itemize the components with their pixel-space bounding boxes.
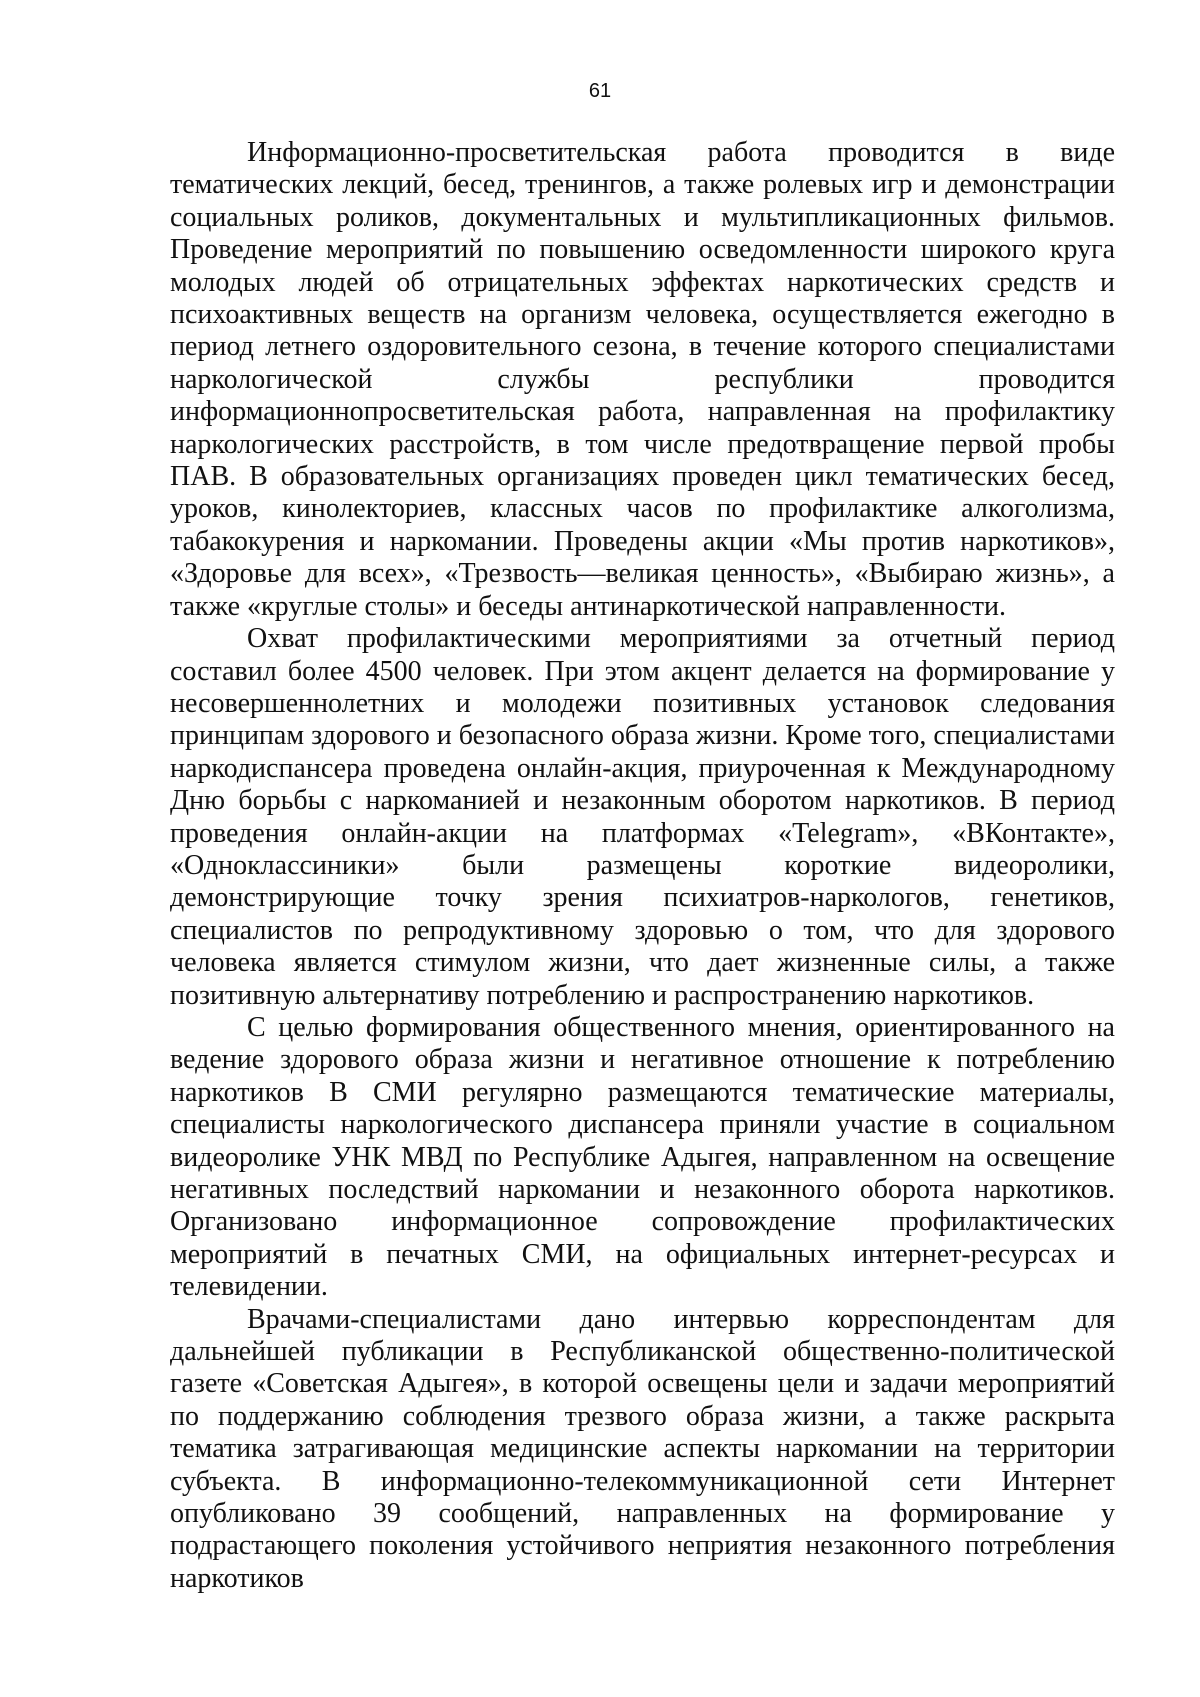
paragraph-media-campaign: С целью формирования общественного мнения, ориентированного на ведение здорового образа жизни и негативное отношение к потреблению наркотиков В СМИ регулярно размещаются тематические материалы, специалисты наркологического диспансера приняли участие в социальном видеоролике УНК МВД по Республике Адыгея, направленном на освещение негативных последствий наркомании и незаконного оборота наркотиков. Организовано информационное сопровождение профилактических мероприятий в печатных СМИ, на официальных интернет-ресурсах и телевидении. [170, 1011, 1115, 1303]
page-number: 61 [588, 80, 612, 102]
paragraph-press-interview: Врачами-специалистами дано интервью корреспондентам для дальнейшей публикации в Республиканской общественно-политической газете «Советская Адыгея», в которой освещены цели и задачи мероприятий по поддержанию соблюдения трезвого образа жизни, а также раскрыта тематика затрагивающая медицинские аспекты наркомании на территории субъекта. В информационно-телекоммуникационной сети Интернет опубликовано 39 сообщений, направленных на формирование у подрастающего поколения устойчивого неприятия незаконного потребления наркотиков [170, 1303, 1115, 1594]
paragraph-awareness-work: Информационно-просветительская работа проводится в виде тематических лекций, бесед, тренингов, а также ролевых игр и демонстрации социальных роликов, документальных и мультипликационных фильмов. Проведение мероприятий по повышению осведомленности широкого круга молодых людей об отрицательных эффектах наркотических средств и психоактивных веществ на организм человека, осуществляется ежегодно в период летнего оздоровительного сезона, в течение которого специалистами наркологической службы республики проводится информационнопросветительская работа, направленная на профилактику наркологических расстройств, в том числе предотвращение первой пробы ПАВ. В образовательных организациях проведен цикл тематических бесед, уроков, кинолекториев, классных часов по профилактике алкоголизма, табакокурения и наркомании. Проведены акции «Мы против наркотиков», «Здоровье для всех», «Трезвость—великая ценность», «Выбираю жизнь», а также «круглые столы» и беседы антинаркотической направленности. [170, 137, 1115, 622]
document-body [170, 137, 1115, 1595]
paragraph-outreach-coverage: Охват профилактическими мероприятиями за отчетный период составил более 4500 человек. При этом акцент делается на формирование у несовершеннолетних и молодежи позитивных установок следования принципам здорового и безопасного образа жизни. Кроме того, специалистами наркодиспансера проведена онлайн-акция, приуроченная к Международному Дню борьбы с наркоманией и незаконным оборотом наркотиков. В период проведения онлайн-акции на платформах «Telegram», «ВКонтакте», «Одноклассиники» были размещены короткие видеоролики, демонстрирующие точку зрения психиатров-наркологов, генетиков, специалистов по репродуктивному здоровью о том, что для здорового человека является стимулом жизни, что дает жизненные силы, а также позитивную альтернативу потреблению и распространению наркотиков. [170, 623, 1115, 1011]
